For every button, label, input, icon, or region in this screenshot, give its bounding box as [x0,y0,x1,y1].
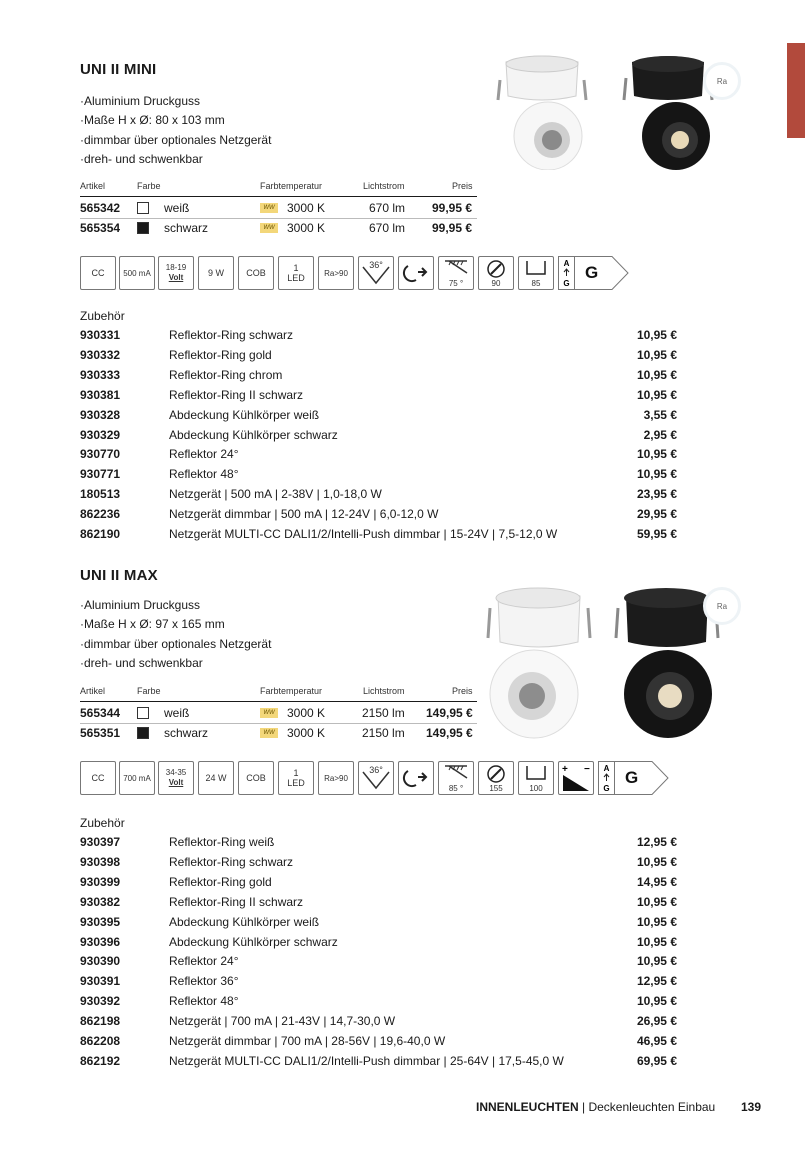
accessory-artikel: 930397 [80,835,121,849]
svg-text:−: − [584,764,590,775]
accessory-description: Abdeckung Kühlkörper weiß [169,914,320,929]
product-row [80,704,480,722]
accessory-description: Reflektor-Ring weiß [169,835,275,849]
ra-icon: Ra>90 [318,761,354,795]
accessory-artikel: 930382 [80,894,121,909]
svg-text:A: A [603,764,610,773]
product-table-header [80,181,480,193]
cc-icon: CC [80,256,116,290]
beam-angle-icon: 36° [358,761,394,795]
product-price: 149,95 € [426,726,473,740]
accessory-row [80,952,680,970]
accessory-price: 23,95 € [636,487,677,502]
accessory-artikel: 930328 [80,407,121,422]
accessory-artikel: 930390 [80,954,121,969]
accessory-artikel: 930392 [80,994,121,1009]
accessory-artikel: 180513 [80,487,121,502]
table-divider [80,196,477,197]
led-icon: 1 LED [278,256,314,290]
warm-white-icon: WW [260,728,278,738]
product-row [80,219,480,237]
accessory-description: Netzgerät MULTI-CC DALI1/2/Intelli-Push dimmbar | 25-64V | 17,5-45,0 W [169,1053,564,1068]
accessory-price: 10,95 € [636,954,677,969]
product-lumen: 2150 lm [362,726,405,740]
cutout-diameter-icon: 90 [478,256,514,290]
cc-icon: CC [80,761,116,795]
accessories-heading: Zubehör [80,309,125,323]
accessory-artikel: 930329 [80,427,121,442]
product-farbe: weiß [164,706,190,720]
color-swatch-black [137,222,149,234]
col-preis: Preis [452,181,473,191]
accessory-price: 59,95 € [636,527,677,541]
product-artikel: 565342 [80,201,121,215]
accessory-row [80,465,680,483]
accessory-artikel: 930391 [80,974,121,989]
led-icon: 1 LED [278,761,314,795]
accessory-price: 10,95 € [636,914,677,929]
accessory-description: Reflektor-Ring schwarz [169,328,294,342]
accessory-row [80,853,680,871]
color-swatch-white [137,202,149,214]
accessory-description: Netzgerät dimmbar | 700 mA | 28-56V | 19,6-40,0 W [169,1034,446,1048]
install-depth-icon: 100 [518,761,554,795]
table-divider [80,701,477,702]
accessory-description: Reflektor-Ring chrom [169,367,283,382]
tilt-icon: 75 ° [438,256,474,290]
accessory-artikel: 930770 [80,447,121,462]
wattage-icon: 24 W [198,761,234,795]
accessory-price: 10,95 € [636,934,677,949]
accessory-description: Reflektor-Ring gold [169,874,272,889]
accessory-price: 10,95 € [636,328,677,342]
accessory-price: 14,95 € [636,874,677,889]
product-farbe: weiß [164,201,190,215]
accessory-artikel: 862236 [80,507,121,522]
feature-item: · dreh- und schwenkbar [80,150,680,169]
feature-item: · dreh- und schwenkbar [80,654,680,673]
accessories-heading: Zubehör [80,816,125,830]
accessory-artikel: 930331 [80,328,121,342]
spec-icon-bar [80,256,640,290]
accessory-row [80,366,680,384]
col-lichtstrom: Lichtstrom [363,181,405,191]
product-photo-max-white [480,582,598,742]
accessory-row [80,1012,680,1030]
ra-badge-icon: Ra [703,587,741,625]
accessory-description: Netzgerät | 700 mA | 21-43V | 14,7-30,0 W [169,1014,396,1029]
cob-icon: COB [238,761,274,795]
accessory-price: 29,95 € [636,507,677,522]
product-temp: 3000 K [287,201,326,215]
accessory-row [80,972,680,990]
spec-icon-bar [80,761,640,795]
accessory-artikel: 930396 [80,934,121,949]
col-farbe: Farbe [137,181,161,191]
footer-subcategory: Deckenleuchten Einbau [588,1100,716,1114]
accessory-row [80,1052,680,1070]
product-row [80,199,480,217]
product-artikel: 565351 [80,726,121,740]
product-artikel: 565344 [80,706,121,720]
accessory-artikel: 862208 [80,1034,121,1048]
current-icon: 500 mA [119,256,155,290]
accessory-artikel: 930398 [80,854,121,869]
col-farbtemperatur: Farbtemperatur [260,181,323,191]
accessory-description: Netzgerät | 500 mA | 2-38V | 1,0-18,0 W [169,487,382,502]
page-number: 139 [741,1100,762,1114]
product-price: 99,95 € [432,221,473,235]
current-icon: 700 mA [119,761,155,795]
footer-category: INNENLEUCHTEN [476,1100,579,1114]
accessory-artikel: 930395 [80,914,121,929]
accessory-description: Abdeckung Kühlkörper weiß [169,407,320,422]
footer-separator: | [578,1100,589,1114]
product-price: 149,95 € [426,706,473,720]
accessory-description: Reflektor-Ring II schwarz [169,894,304,909]
color-swatch-white [137,707,149,719]
product-temp: 3000 K [287,221,326,235]
svg-text:+: + [562,764,568,775]
accessory-price: 10,95 € [636,854,677,869]
accessory-price: 3,55 € [643,407,677,422]
accessory-description: Reflektor 36° [169,974,239,989]
accessory-row [80,326,680,344]
accessory-artikel: 930332 [80,347,121,362]
accessory-price: 10,95 € [636,894,677,909]
product-row [80,724,480,742]
accessory-artikel: 862190 [80,527,121,541]
accessory-row [80,1032,680,1050]
accessory-description: Reflektor 48° [169,467,239,482]
accessory-price: 10,95 € [636,994,677,1009]
section-title: UNI II MINI [80,61,157,78]
wattage-icon: 9 W [198,256,234,290]
accessory-row [80,505,680,523]
accessory-artikel: 862192 [80,1053,121,1068]
section-title: UNI II MAX [80,567,158,584]
product-table-header [80,686,480,698]
accessory-price: 12,95 € [636,835,677,849]
rotate-icon [398,256,434,290]
energy-label-icon: A G G [558,256,630,290]
feature-item: · dimmbar über optionales Netzgerät [80,131,680,150]
feature-item: · Maße H x Ø: 97 x 165 mm [80,615,680,634]
col-preis: Preis [452,686,473,696]
accessory-description: Reflektor-Ring II schwarz [169,387,304,402]
accessory-description: Abdeckung Kühlkörper schwarz [169,427,338,442]
beam-angle-icon: 36° [358,256,394,290]
product-lumen: 2150 lm [362,706,405,720]
col-lichtstrom: Lichtstrom [363,686,405,696]
accessory-row [80,386,680,404]
install-depth-icon: 85 [518,256,554,290]
accessory-description: Reflektor 24° [169,447,239,462]
tilt-icon: 85 ° [438,761,474,795]
accessory-price: 10,95 € [636,447,677,462]
rotate-icon [398,761,434,795]
svg-text:A: A [563,259,570,268]
ra-icon: Ra>90 [318,256,354,290]
col-farbtemperatur: Farbtemperatur [260,686,323,696]
accessory-price: 10,95 € [636,347,677,362]
color-swatch-black [137,727,149,739]
accessory-row [80,346,680,364]
accessory-description: Reflektor-Ring schwarz [169,854,294,869]
accessory-price: 10,95 € [636,367,677,382]
warm-white-icon: WW [260,223,278,233]
voltage-icon: 18-19 Volt [158,256,194,290]
accessory-artikel: 930381 [80,387,121,402]
accessory-artikel: 930333 [80,367,121,382]
feature-item: · Aluminium Druckguss [80,596,680,615]
accessory-artikel: 930399 [80,874,121,889]
accessory-row [80,873,680,891]
accessory-price: 2,95 € [643,427,677,442]
dimmable-icon [558,761,594,795]
accessory-price: 69,95 € [636,1053,677,1068]
feature-item: · Aluminium Druckguss [80,92,680,111]
accessory-description: Netzgerät dimmbar | 500 mA | 12-24V | 6,0-12,0 W [169,507,439,522]
warm-white-icon: WW [260,203,278,213]
product-temp: 3000 K [287,726,326,740]
accessory-row [80,893,680,911]
svg-text:G: G [603,784,610,793]
accessory-description: Reflektor-Ring gold [169,347,272,362]
cob-icon: COB [238,256,274,290]
energy-label-icon: A G G [598,761,670,795]
chapter-tab [787,43,805,138]
accessory-row [80,933,680,951]
accessory-price: 10,95 € [636,467,677,482]
accessory-row [80,525,680,543]
accessory-description: Reflektor 24° [169,954,239,969]
accessory-artikel: 862198 [80,1014,121,1029]
product-price: 99,95 € [432,201,473,215]
accessory-row [80,833,680,851]
col-artikel: Artikel [80,181,106,191]
svg-text:G: G [563,279,570,288]
feature-item: · Maße H x Ø: 80 x 103 mm [80,111,680,130]
product-farbe: schwarz [164,726,209,740]
accessory-description: Reflektor 48° [169,994,239,1009]
col-artikel: Artikel [80,686,106,696]
product-photo-mini-white [492,52,592,170]
product-lumen: 670 lm [369,221,406,235]
accessory-price: 10,95 € [636,387,677,402]
product-lumen: 670 lm [369,201,406,215]
accessory-price: 26,95 € [636,1014,677,1029]
col-farbe: Farbe [137,686,161,696]
product-temp: 3000 K [287,706,326,720]
page-footer [476,1098,715,1116]
feature-item: · dimmbar über optionales Netzgerät [80,635,680,654]
accessory-description: Netzgerät MULTI-CC DALI1/2/Intelli-Push dimmbar | 15-24V | 7,5-12,0 W [169,527,558,541]
accessory-price: 12,95 € [636,974,677,989]
product-artikel: 565354 [80,221,121,235]
ra-badge-icon: Ra [703,62,741,100]
product-farbe: schwarz [164,221,209,235]
accessory-row [80,426,680,444]
warm-white-icon: WW [260,708,278,718]
accessory-row [80,992,680,1010]
accessory-price: 46,95 € [636,1034,677,1048]
accessory-row [80,913,680,931]
accessory-row [80,485,680,503]
accessory-row [80,406,680,424]
accessory-row [80,445,680,463]
cutout-diameter-icon: 155 [478,761,514,795]
accessory-description: Abdeckung Kühlkörper schwarz [169,934,338,949]
accessory-artikel: 930771 [80,467,121,482]
voltage-icon: 34-35 Volt [158,761,194,795]
